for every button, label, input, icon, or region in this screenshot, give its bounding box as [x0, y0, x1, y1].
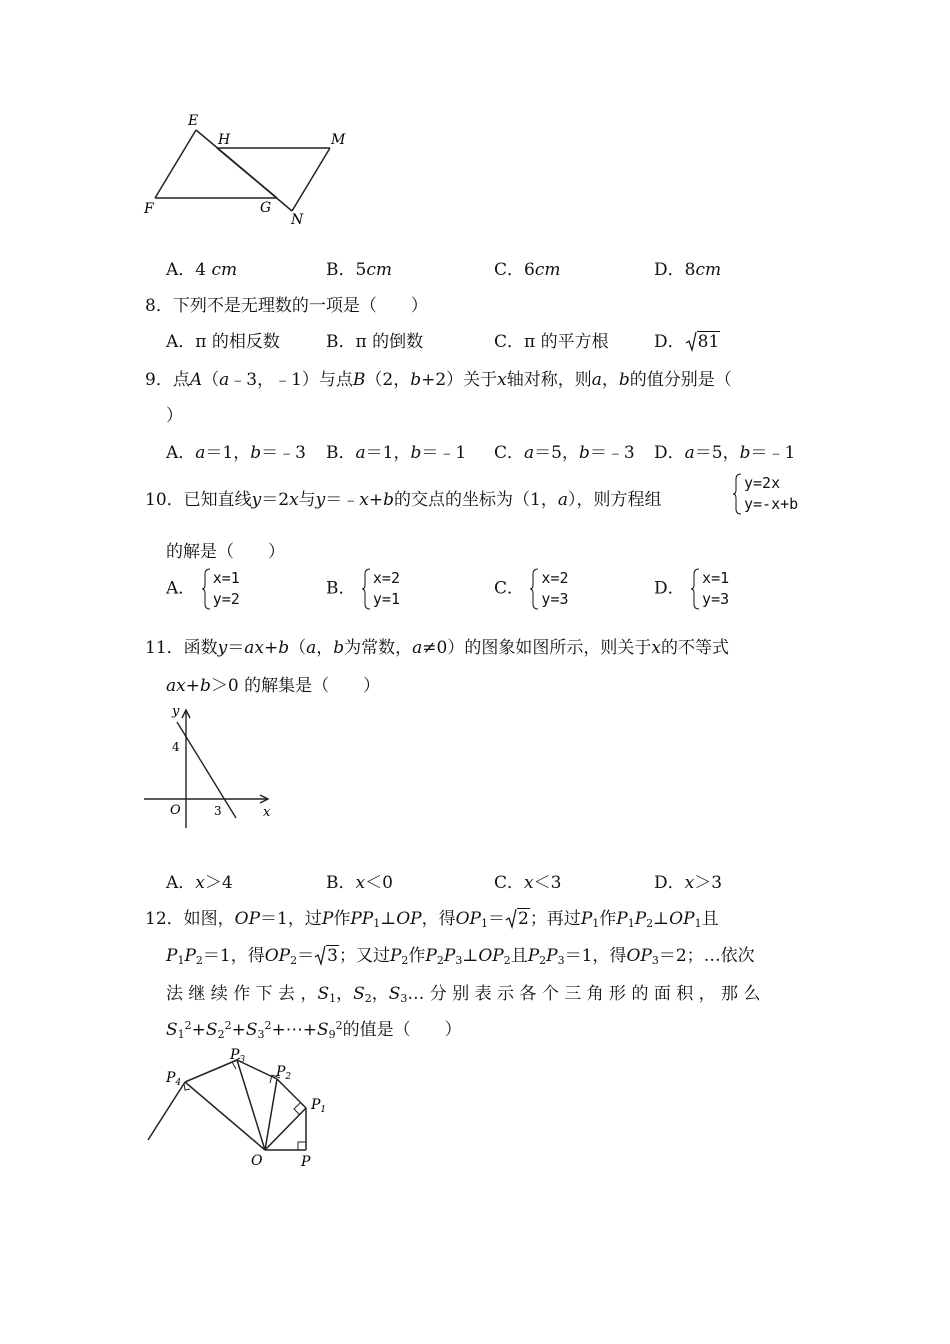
label-H: H — [218, 132, 231, 148]
label-F: F — [144, 201, 154, 217]
q11-option-b[interactable]: B．x＜0 — [326, 873, 393, 893]
label-P4: $P_4$ — [166, 1070, 182, 1088]
q8-option-d[interactable]: D． 81 — [654, 332, 720, 352]
edge-MN — [292, 148, 330, 211]
y-intercept-label: 4 — [172, 740, 180, 754]
label-M: M — [331, 132, 346, 148]
q9-option-d[interactable]: D．a＝5，b＝﹣1 — [654, 443, 796, 463]
label-N: N — [291, 212, 304, 228]
segment-OP4 — [185, 1082, 265, 1150]
label-G: G — [260, 200, 272, 216]
q9-option-c[interactable]: C．a＝5，b＝﹣3 — [494, 443, 635, 463]
q10-option-c[interactable]: C． x=2 y=3 — [494, 569, 569, 608]
q9-option-a[interactable]: A．a＝1，b＝﹣3 — [166, 443, 306, 463]
edge-EF — [155, 130, 196, 198]
q8-stem: 8．下列不是无理数的一项是（ ） — [145, 296, 428, 316]
q10-option-d[interactable]: D． x=1 y=3 — [654, 569, 730, 608]
q12-stem-line2: $P_1P_2=1$，得$OP_2=$ 3；又过$P_2$作$P_2P_3\perp OP_2$且$P_2P_3=1$，得$OP_3=2$；…依次 — [166, 946, 755, 967]
label-P3: $P_3$ — [230, 1047, 246, 1065]
q7-option-d[interactable]: D．8cm — [654, 260, 722, 280]
label-P1: $P_1$ — [311, 1097, 327, 1115]
q11-stem-line2: ax+b＞0 的解集是（ ） — [166, 676, 381, 696]
spiral-triangles-figure — [140, 1045, 340, 1175]
x-axis-label: x — [263, 805, 271, 820]
q8-option-a[interactable]: A．π 的相反数 — [166, 332, 280, 352]
segment-P1P2 — [277, 1079, 306, 1108]
label-E: E — [188, 113, 199, 129]
y-axis-label: y — [172, 704, 180, 719]
q10-stem-line2: 的解是（ ） — [166, 542, 285, 562]
edge-HN — [217, 148, 292, 211]
q11-stem: 11．函数y＝ax+b（a，b为常数，a≠0）的图象如图所示，则关于x的不等式 — [145, 638, 729, 658]
q8-option-b[interactable]: B．π 的倒数 — [326, 332, 424, 352]
origin-label: O — [170, 803, 181, 818]
q7-option-a[interactable]: A．4 cm — [166, 260, 238, 280]
q12-stem-line3: 法 继 续 作 下 去 ，$S_1$，$S_2$，$S_3\dots$ 分 别 表 示 各 个 三 角 形 的 面 积 ， 那 么 — [166, 984, 761, 1005]
q9-stem: 9．点A（a﹣3，﹣1）与点B（2，b+2）关于x轴对称，则a，b的值分别是（ — [145, 370, 732, 390]
right-angle-P1 — [294, 1103, 300, 1115]
q7-option-b[interactable]: B．5cm — [326, 260, 392, 280]
q10-system: y=2x y=-x+b — [732, 473, 798, 515]
q10-option-a[interactable]: A． x=1 y=2 — [166, 569, 240, 608]
x-intercept-label: 3 — [214, 804, 222, 818]
q10-option-b[interactable]: B． x=2 y=1 — [326, 569, 400, 608]
label-O: O — [251, 1153, 263, 1169]
segment-OP3 — [237, 1060, 265, 1150]
segment-P3P4 — [185, 1060, 237, 1082]
parallelogram-figure — [140, 110, 360, 230]
q11-option-a[interactable]: A．x＞4 — [166, 873, 233, 893]
q8-option-c[interactable]: C．π 的平方根 — [494, 332, 609, 352]
q9-stem-line2: ） — [166, 406, 183, 426]
right-angle-P — [298, 1142, 306, 1150]
q12-stem-line1: 12．如图，OP＝1，过P作$PP_1\perp OP$，得$OP_1=$ 2；再过$P_1$作$P_1P_2\perp OP_1$且 — [145, 909, 719, 930]
label-P: P — [301, 1154, 311, 1170]
segment-P4-continued — [148, 1082, 185, 1140]
q11-option-d[interactable]: D．x＞3 — [654, 873, 723, 893]
q7-option-c[interactable]: C．6cm — [494, 260, 561, 280]
q9-option-b[interactable]: B．a＝1，b＝﹣1 — [326, 443, 467, 463]
label-P2: $P_2$ — [276, 1064, 292, 1082]
q11-option-c[interactable]: C．x＜3 — [494, 873, 562, 893]
linear-function-graph — [140, 700, 280, 830]
q10-stem: 10．已知直线y＝2x与y＝﹣x+b的交点的坐标为（1，a），则方程组 — [145, 490, 662, 510]
q12-stem-line4: $S_1^2+S_2^2+S_3^2+\cdots+S_9^2$的值是（ ） — [166, 1019, 462, 1041]
